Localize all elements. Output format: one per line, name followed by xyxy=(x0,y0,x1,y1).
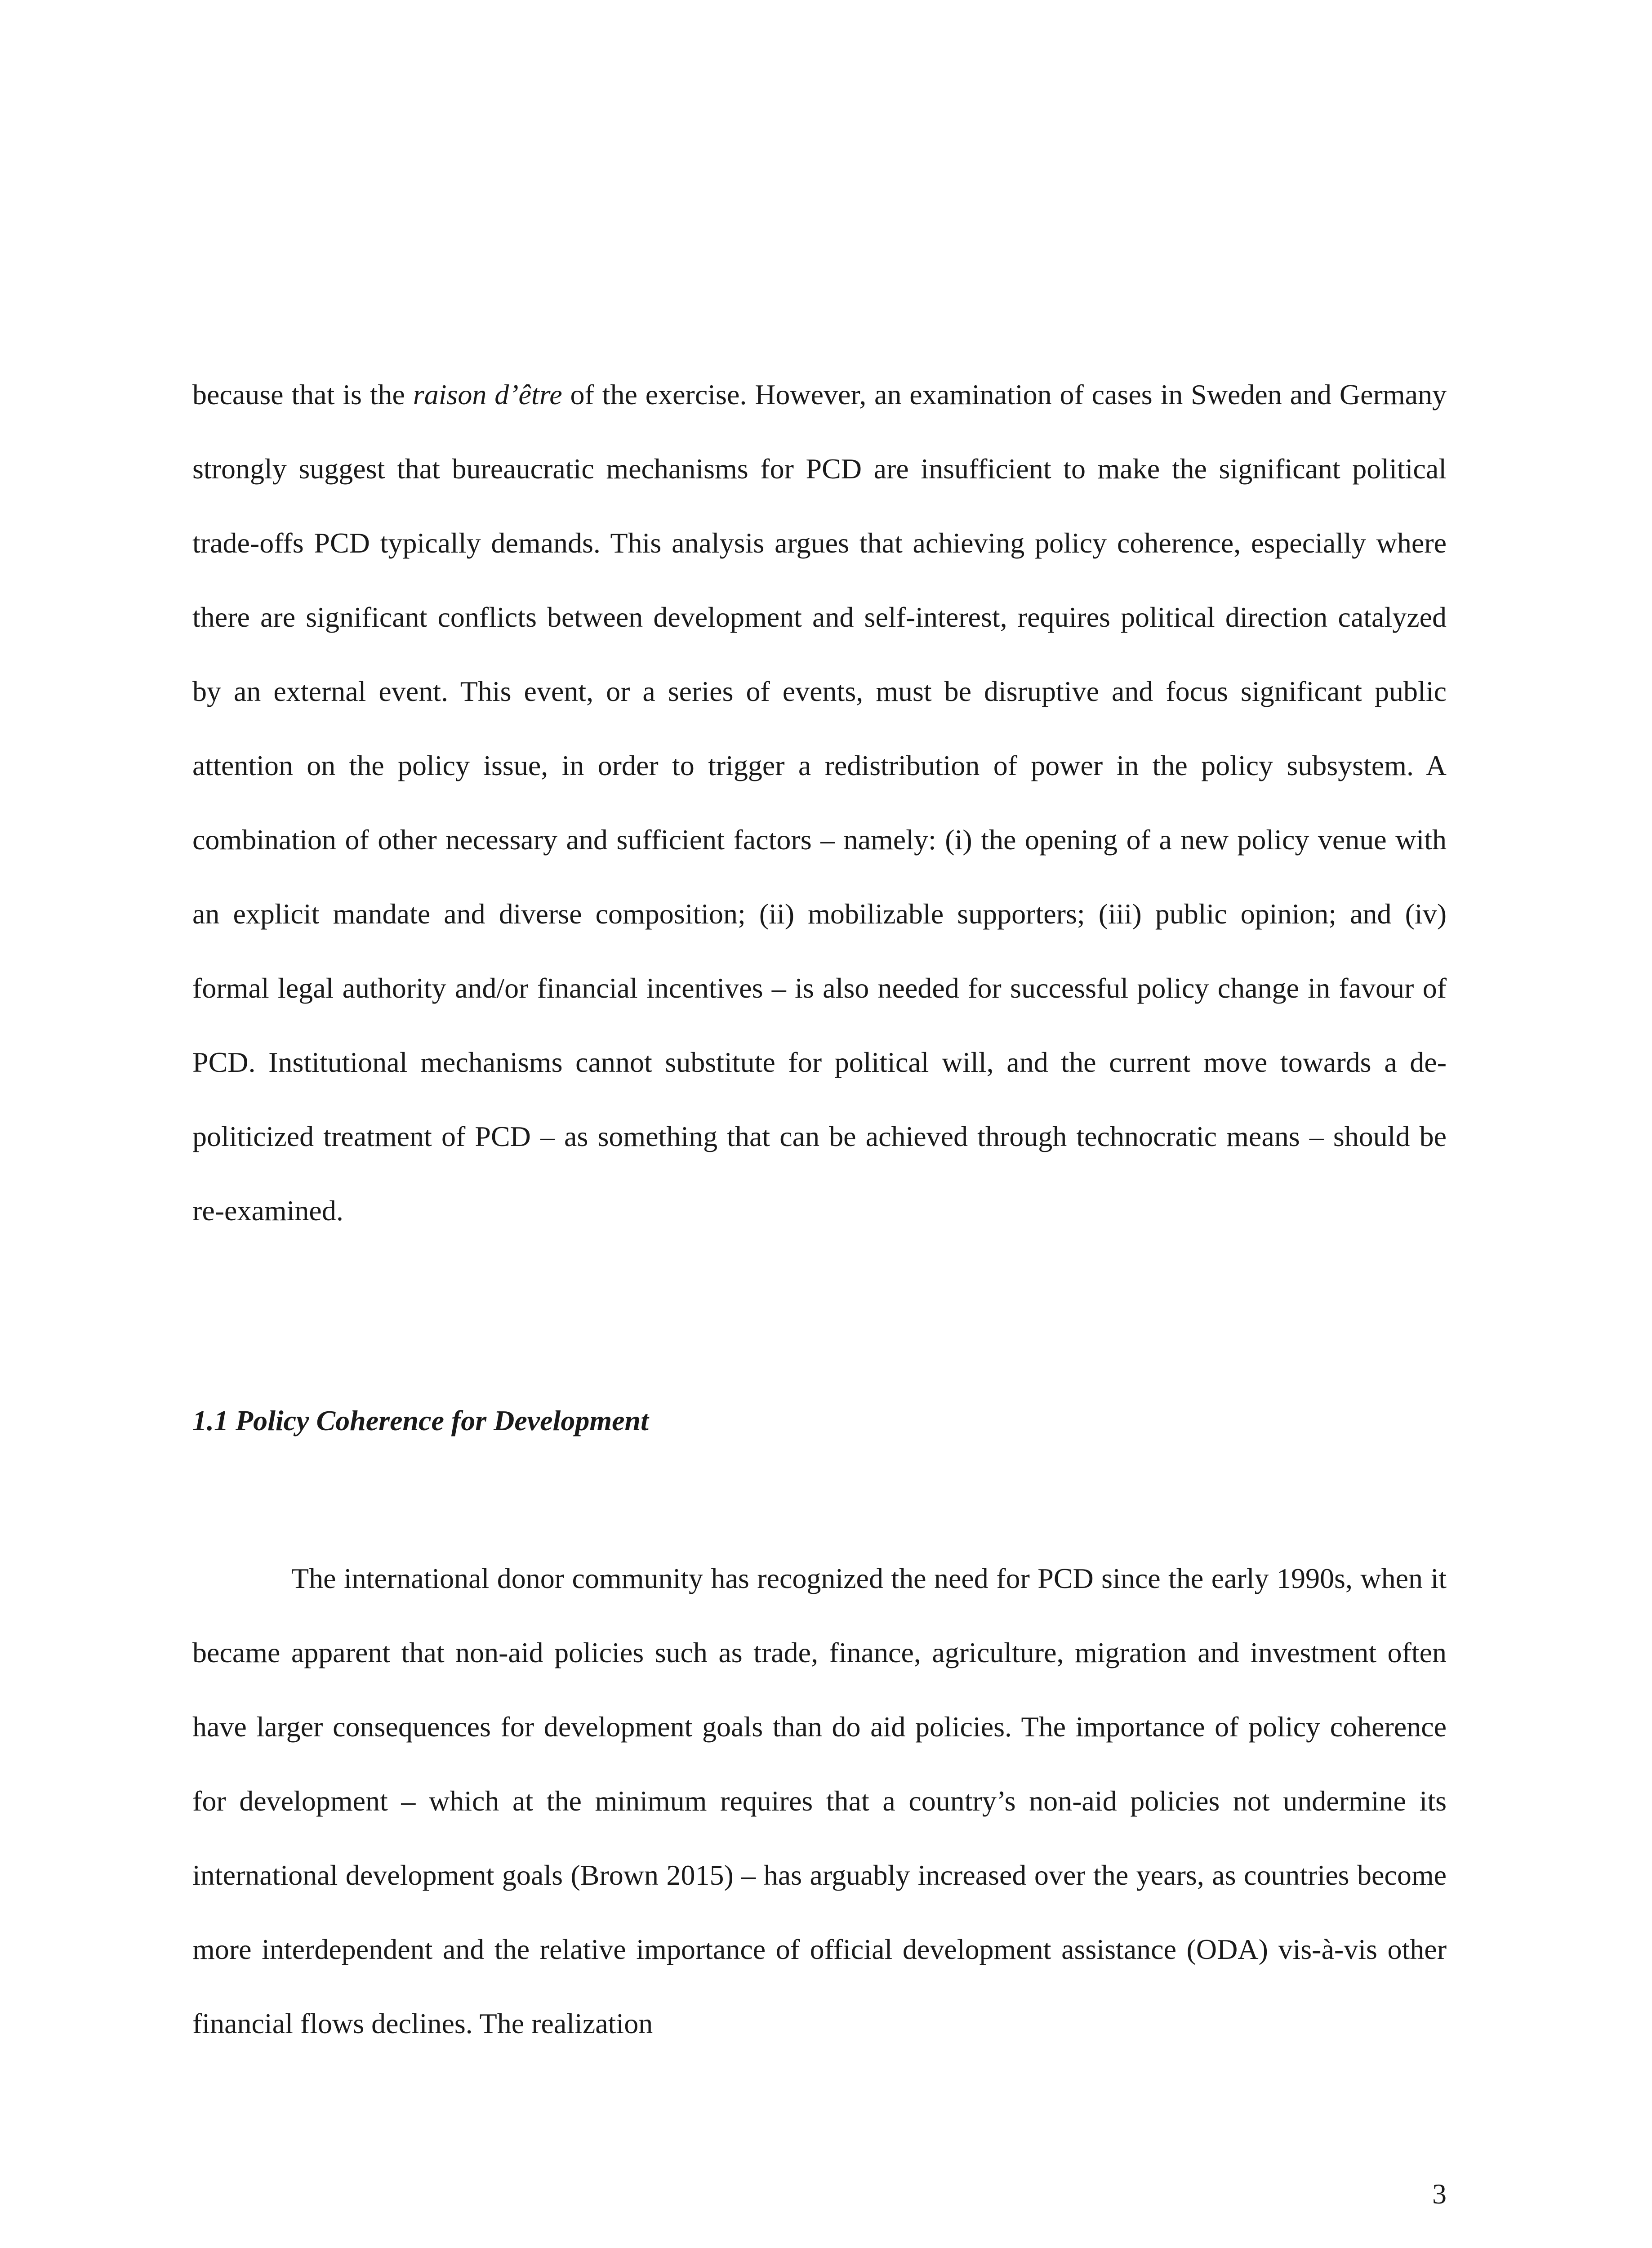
body-paragraph-1 xyxy=(192,357,1447,1248)
body-paragraph-2: The international donor community has recognized the need for PCD since the early 1990s, when it became apparent that non-aid policies such as trade, finance, agriculture, migration and investment often have larger consequences for development goals than do aid policies. The importance of policy coherence for development – which at the minimum requires that a country’s non-aid policies not undermine its international development goals (Brown 2015) – has arguably increased over the years, as countries become more interdependent and the relative importance of official development assistance (ODA) vis-à-vis other financial flows declines. The realization xyxy=(192,1562,1447,2039)
page-number: 3 xyxy=(1432,2178,1447,2210)
italic-term-raison-detre: raison d’être xyxy=(413,379,562,410)
paragraph-1-text-start: because that is the xyxy=(192,379,413,410)
paragraph-1-text-rest: of the exercise. However, an examination of cases in Sweden and Germany strongly suggest that bureaucratic mechanisms for PCD are insufficient to make the significant political trade-offs PCD typically demands. This analysis argues that achieving policy coherence, especially where there are significant conflicts between development and self-interest, requires political direction catalyzed by an external event. This event, or a series of events, must be disruptive and focus significant public attention on the policy issue, in order to trigger a redistribution of power in the policy subsystem. A combination of other necessary and sufficient factors – namely: (i) the opening of a new policy venue with an explicit mandate and diverse composition; (ii) mobilizable supporters; (iii) public opinion; and (iv) formal legal authority and/or financial incentives – is also needed for successful policy change in favour of PCD. Institutional mechanisms cannot substitute for political will, and the current move towards a de-politicized treatment of PCD – as something that can be achieved through technocratic means – should be re-examined. xyxy=(192,379,1447,1227)
section-heading: 1.1 Policy Coherence for Development xyxy=(192,1405,649,1436)
